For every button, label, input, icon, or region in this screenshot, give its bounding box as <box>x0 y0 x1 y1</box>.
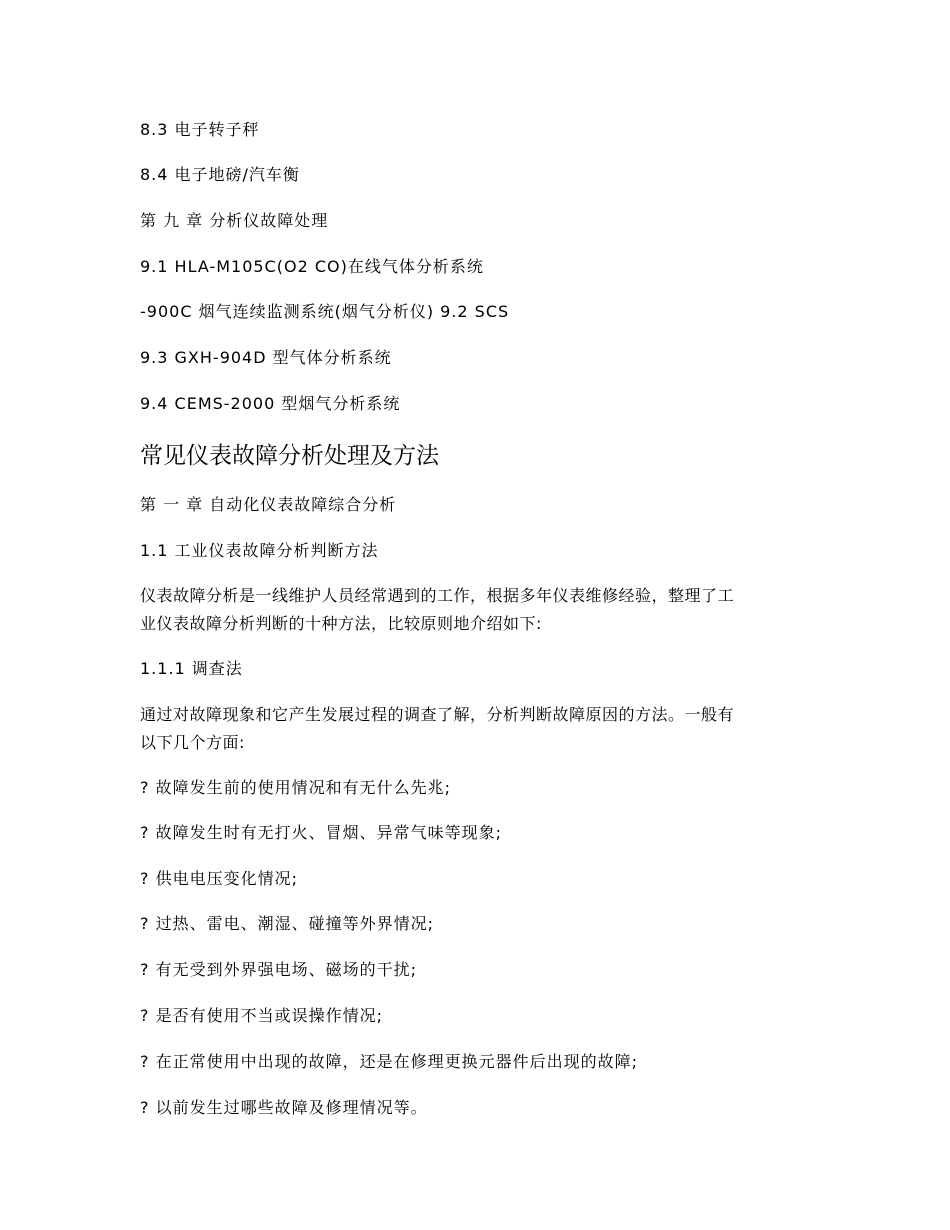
chapter-1-heading: 第 一 章 自动化仪表故障综合分析 <box>140 495 397 514</box>
section-1-1-1-heading: 1.1.1 调查法 <box>140 659 243 678</box>
toc-item-9-2: -900C 烟气连续监测系统(烟气分析仪) 9.2 SCS <box>140 302 510 321</box>
bullet-item: ? 过热、雷电、潮湿、碰撞等外界情况; <box>140 914 434 933</box>
bullet-item: ? 故障发生时有无打火、冒烟、异常气味等现象; <box>140 823 502 842</box>
toc-item-8-4: 8.4 电子地磅/汽车衡 <box>140 165 300 184</box>
intro-paragraph <box>140 582 810 638</box>
bullet-item: ? 在正常使用中出现的故障，还是在修理更换元器件后出现的故障; <box>140 1052 638 1071</box>
bullet-item: ? 供电电压变化情况; <box>140 869 298 888</box>
bullet-item: ? 有无受到外界强电场、磁场的干扰; <box>140 960 417 979</box>
method-paragraph-line-2: 以下几个方面: <box>140 733 245 752</box>
method-paragraph-line-1: 通过对故障现象和它产生发展过程的调查了解，分析判断故障原因的方法。一般有 <box>140 705 735 724</box>
toc-item-9-1: 9.1 HLA-M105C(O2 CO)在线气体分析系统 <box>140 257 484 276</box>
intro-paragraph-line-2: 业仪表故障分析判断的十种方法，比较原则地介绍如下: <box>140 614 542 633</box>
toc-item-8-3: 8.3 电子转子秤 <box>140 120 260 139</box>
toc-item-9-3: 9.3 GXH-904D 型气体分析系统 <box>140 348 392 367</box>
document-title: 常见仪表故障分析处理及方法 <box>140 443 439 469</box>
bullet-item: ? 故障发生前的使用情况和有无什么先兆; <box>140 778 451 797</box>
bullet-item: ? 以前发生过哪些故障及修理情况等。 <box>140 1098 428 1117</box>
section-1-1-heading: 1.1 工业仪表故障分析判断方法 <box>140 541 379 560</box>
toc-chapter-9: 第 九 章 分析仪故障处理 <box>140 211 329 230</box>
toc-item-9-4: 9.4 CEMS-2000 型烟气分析系统 <box>140 394 401 413</box>
intro-paragraph-line-1: 仪表故障分析是一线维护人员经常遇到的工作，根据多年仪表维修经验，整理了工 <box>140 586 735 605</box>
bullet-item: ? 是否有使用不当或误操作情况; <box>140 1006 383 1025</box>
method-paragraph <box>140 701 810 757</box>
